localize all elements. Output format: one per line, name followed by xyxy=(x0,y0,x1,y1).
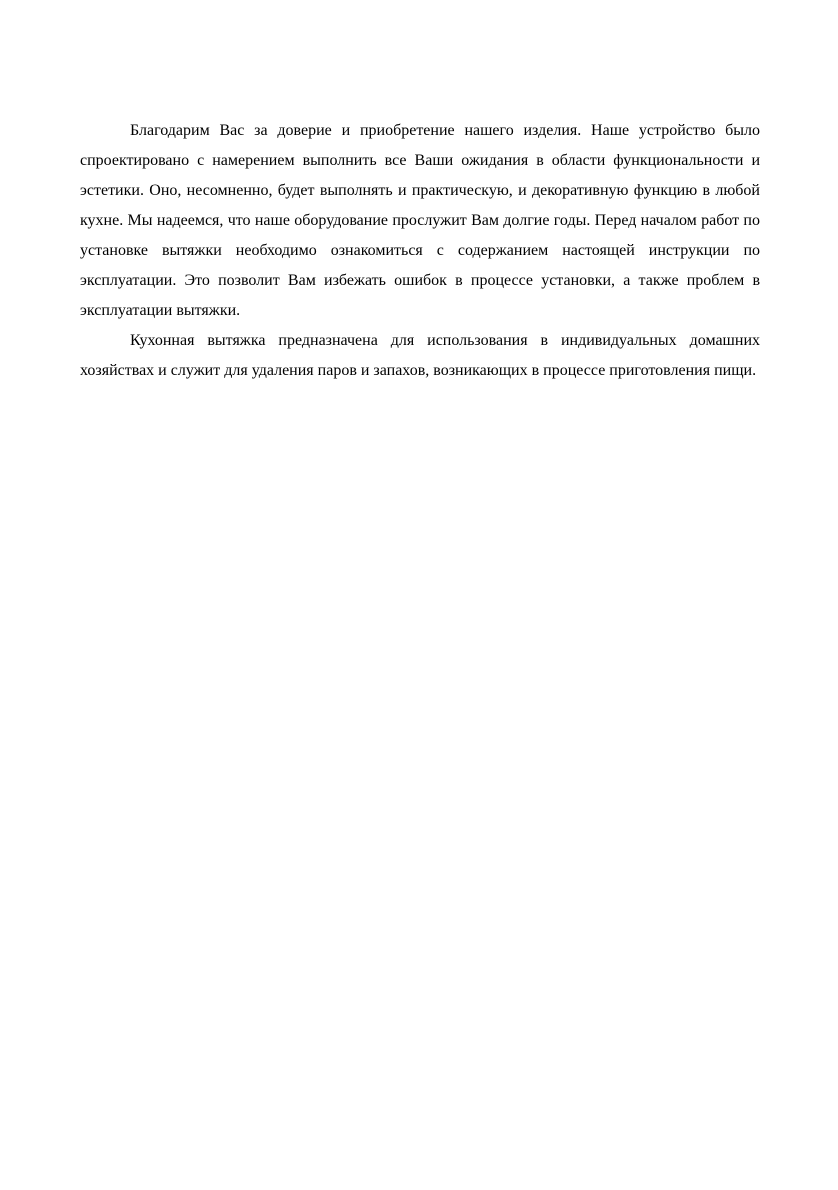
paragraph-purpose: Кухонная вытяжка предназначена для использования в индивидуальных домашних хозяйствах и служит для удаления паров и запахов, возникающих в процессе приготовления пищи. xyxy=(80,332,760,379)
paragraph-intro: Благодарим Вас за доверие и приобретение нашего изделия. Наше устройство было спроектировано с намерением выполнить все Ваши ожидания в области функциональности и эстетики. Оно, несомненно, будет выполнять и практическую, и декоративную функцию в любой кухне. Мы надеемся, что наше оборудование прослужит Вам долгие годы. Перед началом работ по установке вытяжки необходимо ознакомиться с содержанием настоящей инструкции по эксплуатации. Это позволит Вам избежать ошибок в процессе установки, а также проблем в эксплуатации вытяжки. xyxy=(80,122,760,319)
body-text xyxy=(80,116,760,386)
